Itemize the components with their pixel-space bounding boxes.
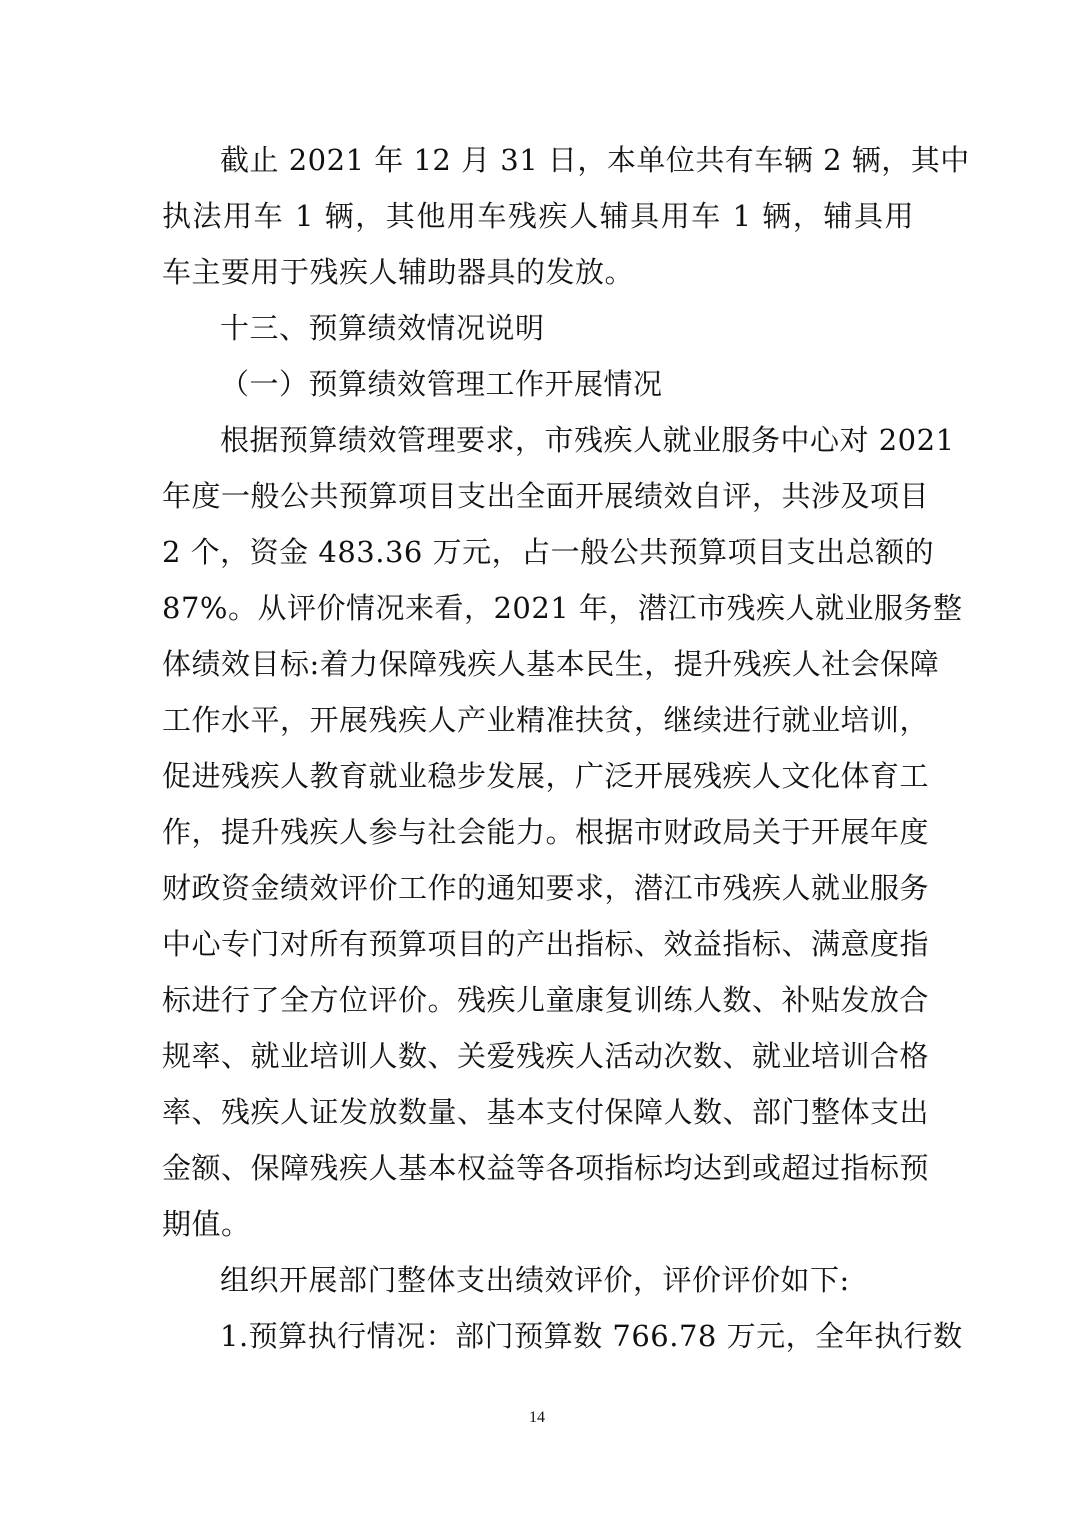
text-line: 财政资金绩效评价工作的通知要求，潜江市残疾人就业服务 — [162, 871, 930, 905]
text-line: 车主要用于残疾人辅助器具的发放。 — [162, 255, 635, 289]
text-line: 年度一般公共预算项目支出全面开展绩效自评，共涉及项目 — [162, 479, 930, 513]
text-line: 标进行了全方位评价。残疾儿童康复训练人数、补贴发放合 — [162, 983, 930, 1017]
text-line: 规率、就业培训人数、关爱残疾人活动次数、就业培训合格 — [162, 1039, 930, 1073]
text-line: 1.预算执行情况：部门预算数 766.78 万元，全年执行数 — [220, 1319, 963, 1353]
text-line: 2 个，资金 483.36 万元，占一般公共预算项目支出总额的 — [162, 535, 935, 569]
text-line: 期值。 — [162, 1207, 251, 1241]
text-line: 组织开展部门整体支出绩效评价，评价评价如下: — [220, 1263, 850, 1297]
subsection-heading: （一）预算绩效管理工作开展情况 — [220, 367, 663, 401]
text-line: 中心专门对所有预算项目的产出指标、效益指标、满意度指 — [162, 927, 930, 961]
text-line: 87%。从评价情况来看，2021 年，潜江市残疾人就业服务整 — [162, 591, 963, 625]
page-number: 14 — [529, 1409, 545, 1426]
text-line: 执法用车 1 辆，其他用车残疾人辅具用车 1 辆，辅具用 — [162, 199, 914, 233]
text-line: 工作水平，开展残疾人产业精准扶贫，继续进行就业培训， — [162, 703, 930, 737]
text-line: 体绩效目标:着力保障残疾人基本民生，提升残疾人社会保障 — [162, 647, 940, 681]
text-line: 作，提升残疾人参与社会能力。根据市财政局关于开展年度 — [162, 815, 930, 849]
text-line: 截止 2021 年 12 月 31 日，本单位共有车辆 2 辆，其中 — [220, 143, 970, 177]
text-line: 金额、保障残疾人基本权益等各项指标均达到或超过指标预 — [162, 1151, 930, 1185]
section-heading: 十三、预算绩效情况说明 — [220, 311, 545, 345]
text-line: 率、残疾人证发放数量、基本支付保障人数、部门整体支出 — [162, 1095, 930, 1129]
text-line: 根据预算绩效管理要求，市残疾人就业服务中心对 2021 — [220, 423, 955, 457]
text-line: 促进残疾人教育就业稳步发展，广泛开展残疾人文化体育工 — [162, 759, 930, 793]
